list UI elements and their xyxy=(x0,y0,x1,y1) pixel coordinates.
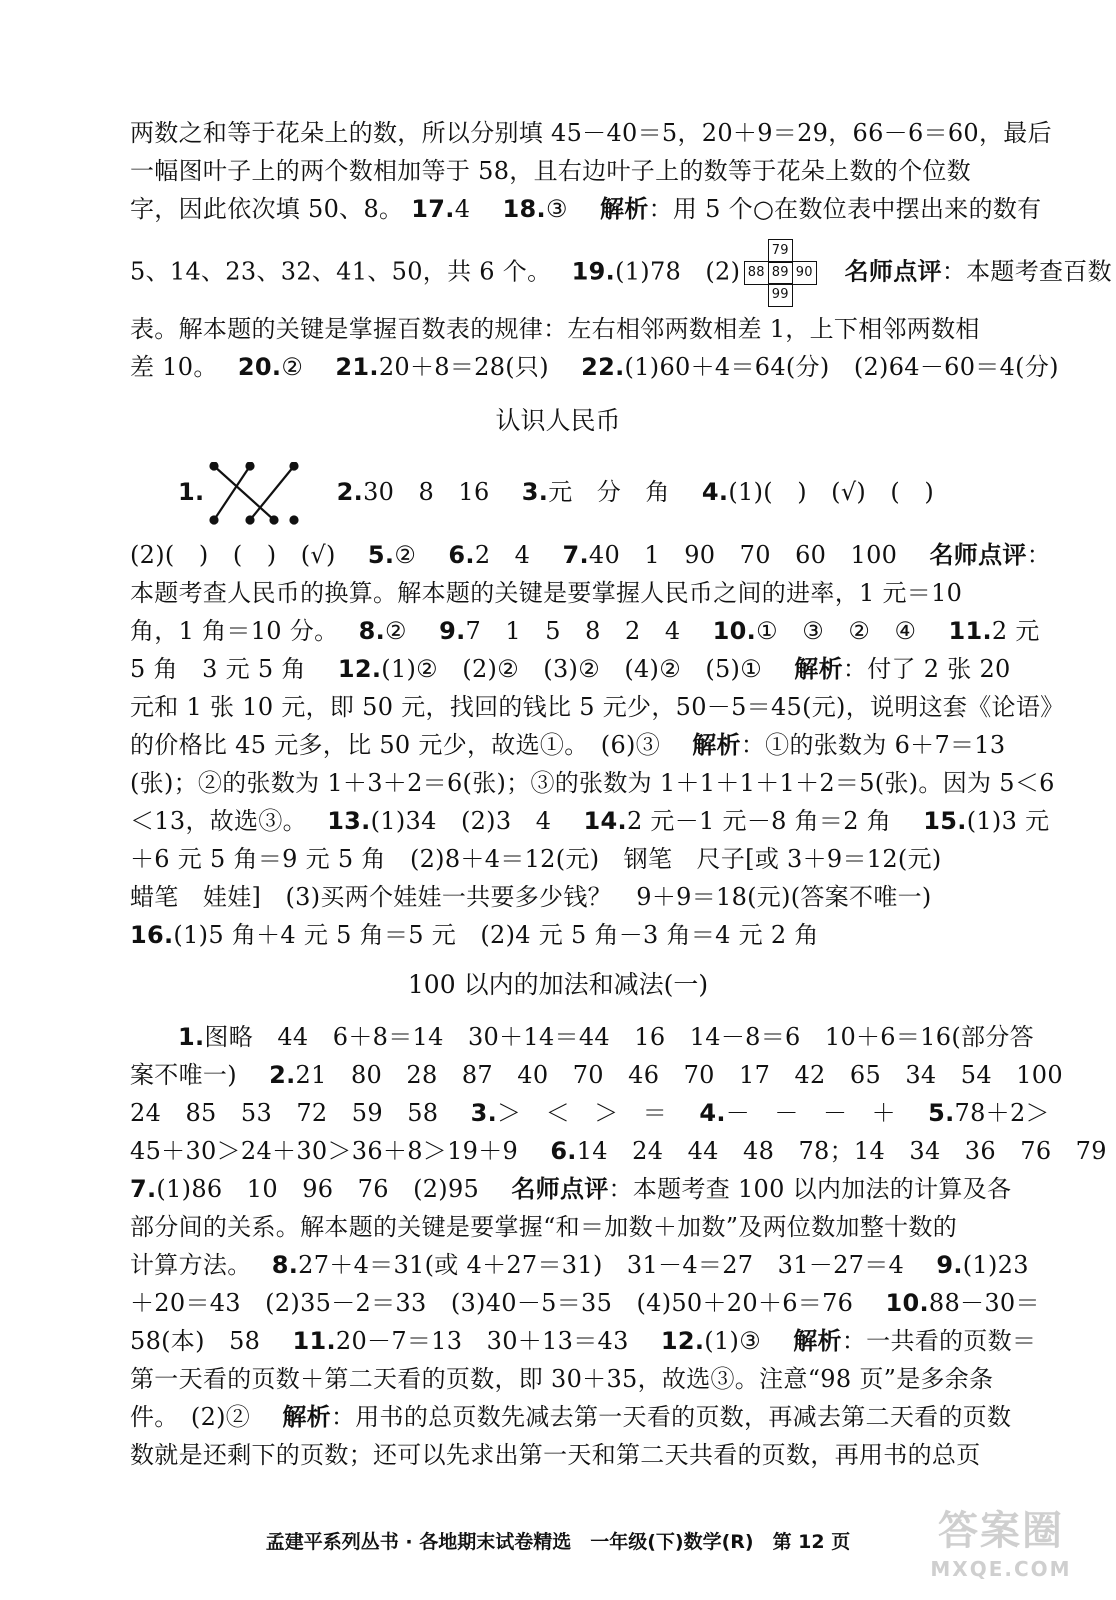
watermark-url: MXQE.COM xyxy=(930,1557,1072,1581)
question-number: 18. xyxy=(502,195,546,223)
text-line: ＋20＝43 (2)35－2＝33 (3)40－5＝35 (4)50＋20＋6＝76 10.88－30＝ xyxy=(130,1289,1040,1317)
text-line: 件。 (2)② 解析：用书的总页数先减去第一天看的页数，再减去第二天看的页数 xyxy=(130,1403,1012,1431)
page-footer: 孟建平系列丛书 · 各地期末试卷精选 一年级(下)数学(R) 第 12 页 xyxy=(265,1531,851,1553)
text-line: 蜡笔 娃娃] (3)买两个娃娃一共要多少钱？ 9＋9＝18(元)(答案不唯一) xyxy=(130,883,932,911)
text-line: 计算方法。 8.27＋4＝31(或 4＋27＝31) 31－4＝27 31－27＝4 9.(1)23 xyxy=(130,1251,1029,1279)
text-line: 两数之和等于花朵上的数，所以分别填 45－40＝5，20＋9＝29，66－6＝60，最后 xyxy=(130,119,1052,147)
text-line: 差 10。 20.② 21.20＋8＝28(只) 22.(1)60＋4＝64(分) (2)64－60＝4(分) xyxy=(130,353,1059,381)
question-number: 20. xyxy=(237,353,282,381)
question-number: 1. xyxy=(178,478,205,506)
teacher-comment-label: 名师点评 xyxy=(929,541,1027,569)
text-line: 第一天看的页数＋第二天看的页数，即 30＋35，故选③。注意“98 页”是多余条 xyxy=(130,1365,994,1393)
text-line: 一幅图叶子上的两个数相加等于 58，且右边叶子上的数等于花朵上数的个位数 xyxy=(130,157,971,185)
text-line: 58(本) 58 11.20－7＝13 30＋13＝43 12.(1)③ 解析：一共看的页数＝ xyxy=(130,1327,1037,1355)
question-number: 11. xyxy=(292,1327,336,1355)
question-number: 8. xyxy=(358,617,386,645)
analysis-label: 解析 xyxy=(793,1327,842,1355)
analysis-label: 解析 xyxy=(282,1403,331,1431)
text-line: 元和 1 张 10 元，即 50 元，找回的钱比 5 元少，50－5＝45(元)，说明这套《论语》 xyxy=(130,693,1065,721)
question-number: 10. xyxy=(885,1289,929,1317)
section-heading: 认识人民币 xyxy=(495,406,621,435)
question-number: 3. xyxy=(470,1099,497,1127)
question-number: 15. xyxy=(923,807,967,835)
question-number: 16. xyxy=(130,921,174,949)
text-line: 角，1 角＝10 分。 8.② 9.7 1 5 8 2 4 10.① ③ ② ④ 11.2 元 xyxy=(130,617,1040,645)
analysis-label: 解析 xyxy=(794,655,843,683)
watermark-logo: 答案圈 xyxy=(938,1508,1064,1554)
question-number: 2. xyxy=(269,1061,296,1089)
chart-cell: 79 xyxy=(768,239,794,263)
question-number: 9. xyxy=(936,1251,963,1279)
teacher-comment-label: 名师点评 xyxy=(511,1175,609,1203)
section-heading: 100 以内的加法和减法(一) xyxy=(407,970,709,999)
question-number: 7. xyxy=(562,541,589,569)
chart-cell: 88 xyxy=(744,261,770,285)
text-line: 5 角 3 元 5 角 12.(1)② (2)② (3)② (4)② (5)① 解析：付了 2 张 20 xyxy=(130,655,1011,683)
analysis-label: 解析 xyxy=(600,195,649,223)
question-number: 9. xyxy=(439,617,466,645)
text-line: 24 85 53 72 59 58 3.＞ ＜ ＞ ＝ 4.－ － － ＋ 5.78＋2＞ xyxy=(130,1099,1050,1127)
text-line: 5、14、23、32、41、50，共 6 个。 19.(1)78 (2) 79 88 89 90 99 名师点评：本题考查百数 xyxy=(130,240,1112,306)
question-number: 10. xyxy=(712,617,757,645)
text-line: 1.图略 44 6＋8＝14 30＋14＝44 16 14－8＝6 10＋6＝16(部分答 xyxy=(178,1023,1034,1051)
text-line: 1. 2.30 8 16 3.元 分 角 4.(1)( ) (√) ( ) xyxy=(178,460,934,526)
question-number: 17. xyxy=(411,195,455,223)
chart-cell: 89 xyxy=(768,261,794,285)
text-line: ＋6 元 5 角＝9 元 5 角 (2)8＋4＝12(元) 钢笔 尺子[或 3＋9＝12(元) xyxy=(130,845,942,873)
watermark xyxy=(906,1505,1096,1593)
question-number: 13. xyxy=(327,807,371,835)
question-number: 2. xyxy=(336,478,364,506)
question-number: 5. xyxy=(367,541,395,569)
text-line: 部分间的关系。解本题的关键是要掌握“和＝加数＋加数”及两位数加整十数的 xyxy=(130,1213,958,1241)
chart-cell: 99 xyxy=(768,283,794,307)
question-number: 7. xyxy=(130,1175,157,1203)
text-line: 7.(1)86 10 96 76 (2)95 名师点评：本题考查 100 以内加法的计算及各 xyxy=(130,1175,1012,1203)
text-line: 本题考查人民币的换算。解本题的关键是要掌握人民币之间的进率，1 元＝10 xyxy=(130,579,963,607)
question-number: 11. xyxy=(948,617,992,645)
question-number: 5. xyxy=(928,1099,955,1127)
question-number: 4. xyxy=(699,1099,726,1127)
text-line: 的价格比 45 元多，比 50 元少，故选①。 (6)③ 解析：①的张数为 6＋7＝13 xyxy=(130,731,1006,759)
question-number: 12. xyxy=(660,1327,705,1355)
text-line: 45＋30＞24＋30＞36＋8＞19＋9 6.14 24 44 48 78；14 34 36 76 79 xyxy=(130,1137,1107,1165)
question-number: 22. xyxy=(581,353,625,381)
question-number: 3. xyxy=(521,478,549,506)
text-line: 16.(1)5 角＋4 元 5 角＝5 元 (2)4 元 5 角－3 角＝4 元 2 角 xyxy=(130,921,819,949)
question-number: 21. xyxy=(335,353,379,381)
question-number: 14. xyxy=(583,807,627,835)
question-number: 19. xyxy=(571,257,616,286)
question-number: 12. xyxy=(337,655,382,683)
text-line: 数就是还剩下的页数；还可以先求出第一天和第二天共看的页数，再用书的总页 xyxy=(130,1441,981,1469)
text-line: 字，因此依次填 50、8。 17.4 18.③ 解析：用 5 个○在数位表中摆出来的数有 xyxy=(130,195,1042,223)
hundred-chart-cross xyxy=(744,240,816,306)
teacher-comment-label: 名师点评 xyxy=(844,257,942,286)
chart-cell: 90 xyxy=(792,261,818,285)
text-line: (张)；②的张数为 1＋3＋2＝6(张)；③的张数为 1＋1＋1＋1＋2＝5(张)。因为 5＜6 xyxy=(130,769,1055,797)
matching-lines-diagram xyxy=(204,462,304,526)
text-line: ＜13，故选③。 13.(1)34 (2)3 4 14.2 元－1 元－8 角＝2 角 15.(1)3 元 xyxy=(130,807,1050,835)
analysis-label: 解析 xyxy=(692,731,741,759)
question-number: 6. xyxy=(448,541,475,569)
question-number: 1. xyxy=(178,1023,205,1051)
question-number: 6. xyxy=(550,1137,577,1165)
text-line: 表。解本题的关键是掌握百数表的规律：左右相邻两数相差 1，上下相邻两数相 xyxy=(130,315,980,343)
text-line: (2)( ) ( ) (√) 5.② 6.2 4 7.40 1 90 70 60 100 名师点评： xyxy=(130,541,1052,569)
question-number: 8. xyxy=(271,1251,299,1279)
question-number: 4. xyxy=(701,478,729,506)
text-line: 案不唯一) 2.21 80 28 87 40 70 46 70 17 42 65 34 54 100 xyxy=(130,1061,1063,1089)
